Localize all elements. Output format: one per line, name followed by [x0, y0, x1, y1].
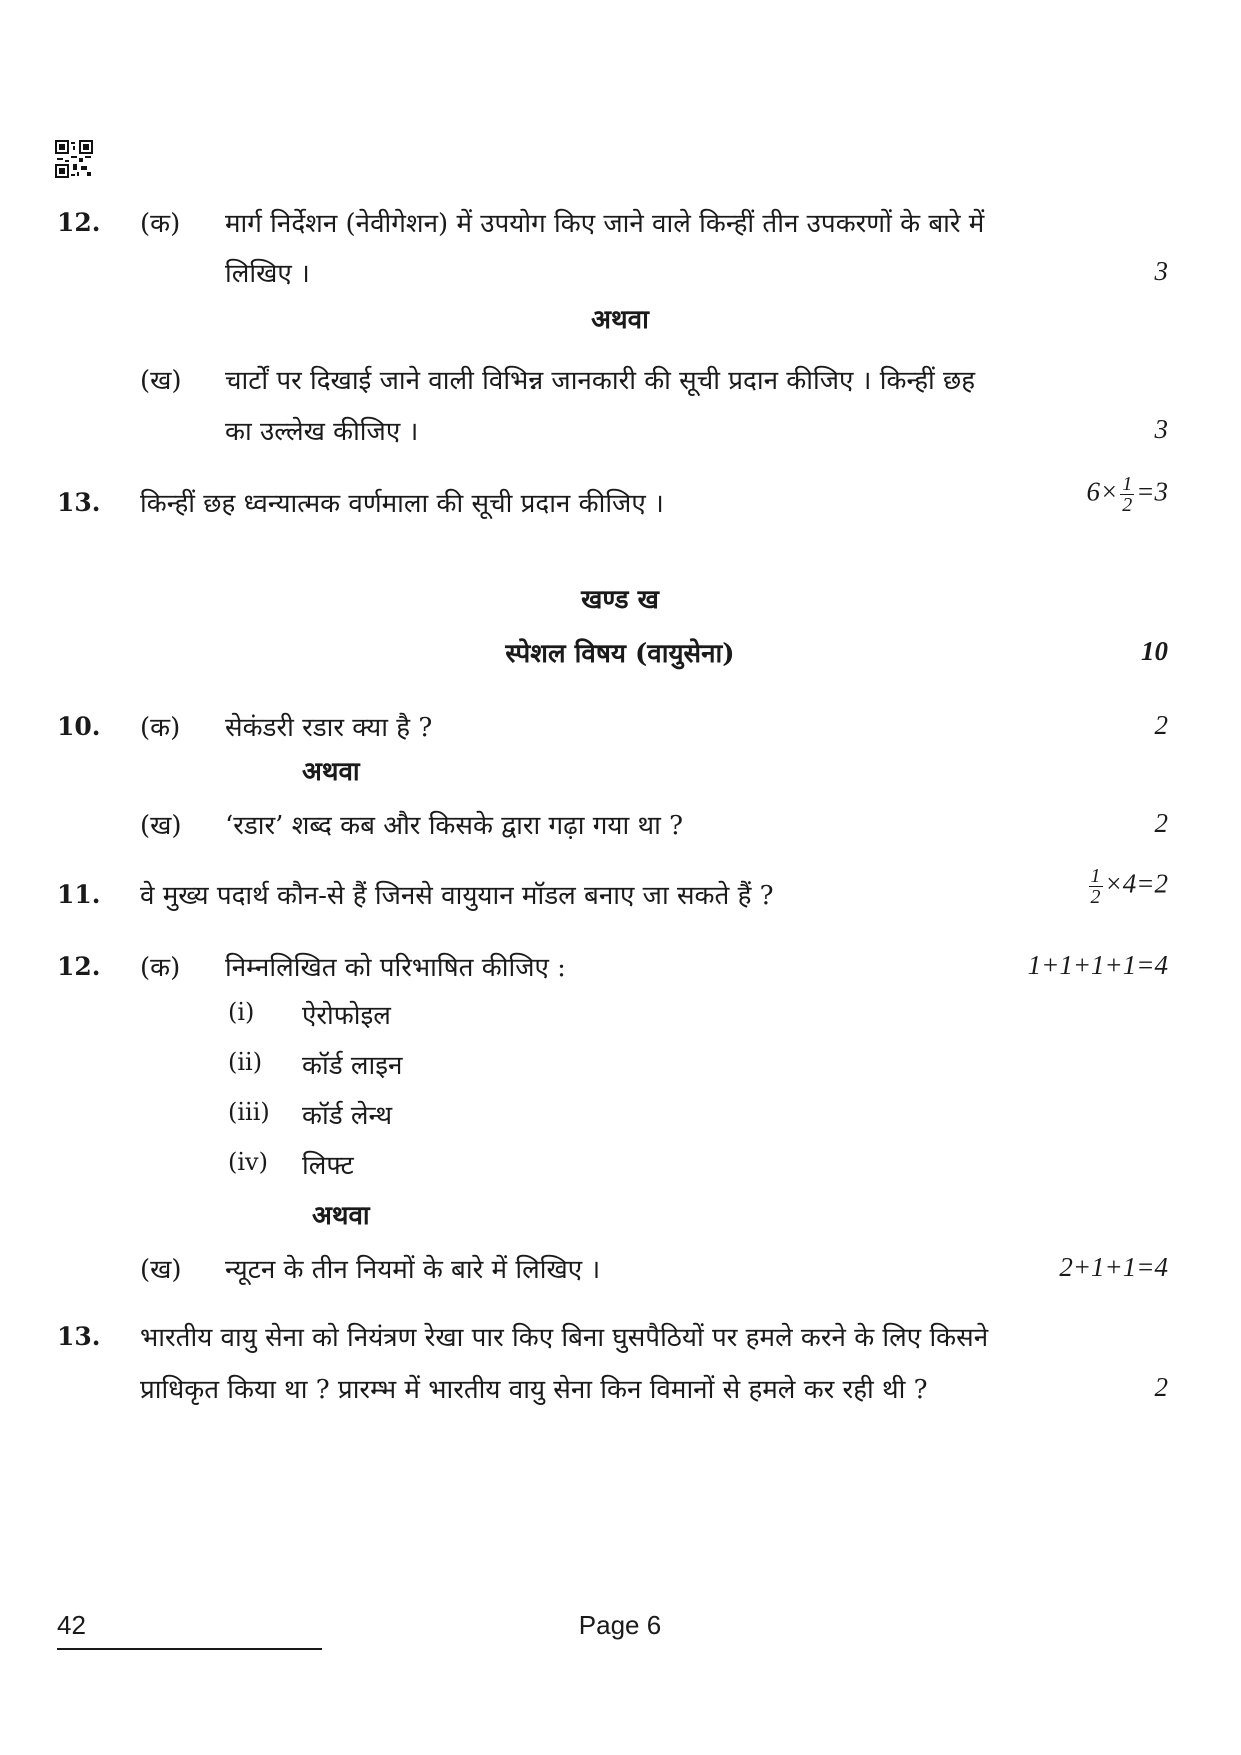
- fraction-numerator: 1: [1122, 473, 1133, 495]
- question-text: मार्ग निर्देशन (नेवीगेशन) में उपयोग किए जाने वाले किन्हीं तीन उपकरणों के बारे में: [225, 209, 985, 239]
- question-text: भारतीय वायु सेना को नियंत्रण रेखा पार किए बिना घुसपैठियों पर हमले करने के लिए किसने: [140, 1323, 989, 1353]
- qr-code: [55, 140, 93, 178]
- list-item: कॉर्ड लेन्थ: [302, 1101, 393, 1131]
- marks-suffix: =3: [1136, 476, 1168, 507]
- question-text: का उल्लेख कीजिए ।: [225, 417, 419, 447]
- question-text: सेकंडरी रडार क्या है ?: [225, 713, 433, 743]
- marks: 2+1+1=4: [1059, 1252, 1168, 1282]
- section-total-marks: 10: [1141, 636, 1168, 666]
- question-text: वे मुख्य पदार्थ कौन-से हैं जिनसे वायुयान मॉडल बनाए जा सकते हैं ?: [140, 881, 774, 911]
- footer-rule: [57, 1648, 322, 1650]
- option-label: (क): [140, 209, 181, 239]
- question-number: 13.: [57, 488, 101, 517]
- question-number: 12.: [57, 208, 101, 237]
- marks: 3: [1154, 256, 1168, 286]
- marks-suffix: ×4=2: [1104, 868, 1168, 899]
- section-title: खण्ड ख: [581, 585, 659, 615]
- question-number: 13.: [57, 1322, 101, 1351]
- question-number: 11.: [57, 880, 101, 909]
- list-item-number: (iii): [228, 1098, 270, 1126]
- fraction: [1089, 866, 1103, 907]
- option-label: (क): [140, 713, 181, 743]
- question-number: 10.: [57, 712, 101, 741]
- option-label: (ख): [140, 366, 182, 396]
- list-item: ऐरोफोइल: [302, 1001, 391, 1031]
- or-separator: अथवा: [312, 1201, 370, 1231]
- fraction-denominator: 2: [1122, 494, 1133, 516]
- marks: 1+1+1+1=4: [1027, 950, 1168, 980]
- marks: 2: [1154, 710, 1168, 740]
- question-text: लिखिए ।: [225, 259, 310, 289]
- option-label: (ख): [140, 1255, 182, 1285]
- question-text: किन्हीं छह ध्वन्यात्मक वर्णमाला की सूची प्रदान कीजिए ।: [140, 489, 664, 519]
- question-text: न्यूटन के तीन नियमों के बारे में लिखिए ।: [225, 1255, 601, 1285]
- marks: 2: [1154, 1372, 1168, 1402]
- marks-prefix: 6×: [1086, 476, 1119, 507]
- fraction-denominator: 2: [1090, 886, 1101, 908]
- option-label: (ख): [140, 811, 182, 841]
- list-item-number: (i): [228, 998, 255, 1026]
- question-text: चार्टों पर दिखाई जाने वाली विभिन्न जानकारी की सूची प्रदान कीजिए । किन्हीं छह: [225, 366, 976, 396]
- or-separator: अथवा: [591, 305, 649, 335]
- question-number: 12.: [57, 952, 101, 981]
- fraction-numerator: 1: [1090, 865, 1101, 887]
- question-text: प्राधिकृत किया था ? प्रारम्भ में भारतीय वायु सेना किन विमानों से हमले कर रही थी ?: [140, 1375, 928, 1405]
- marks: [1087, 474, 1168, 515]
- section-subtitle: स्पेशल विषय (वायुसेना): [505, 639, 735, 669]
- page-number: Page 6: [578, 1610, 662, 1640]
- fraction: [1120, 474, 1134, 515]
- marks: [1087, 866, 1168, 907]
- list-item: कॉर्ड लाइन: [302, 1051, 403, 1081]
- list-item: लिफ्ट: [302, 1151, 354, 1181]
- question-text: निम्नलिखित को परिभाषित कीजिए :: [225, 953, 566, 983]
- marks: 2: [1154, 808, 1168, 838]
- marks: 3: [1154, 414, 1168, 444]
- question-text: ‘रडार’ शब्द कब और किसके द्वारा गढ़ा गया था ?: [225, 811, 684, 841]
- list-item-number: (iv): [228, 1148, 268, 1176]
- list-item-number: (ii): [228, 1048, 263, 1076]
- option-label: (क): [140, 953, 181, 983]
- paper-code: 42: [57, 1610, 86, 1640]
- or-separator: अथवा: [302, 757, 360, 787]
